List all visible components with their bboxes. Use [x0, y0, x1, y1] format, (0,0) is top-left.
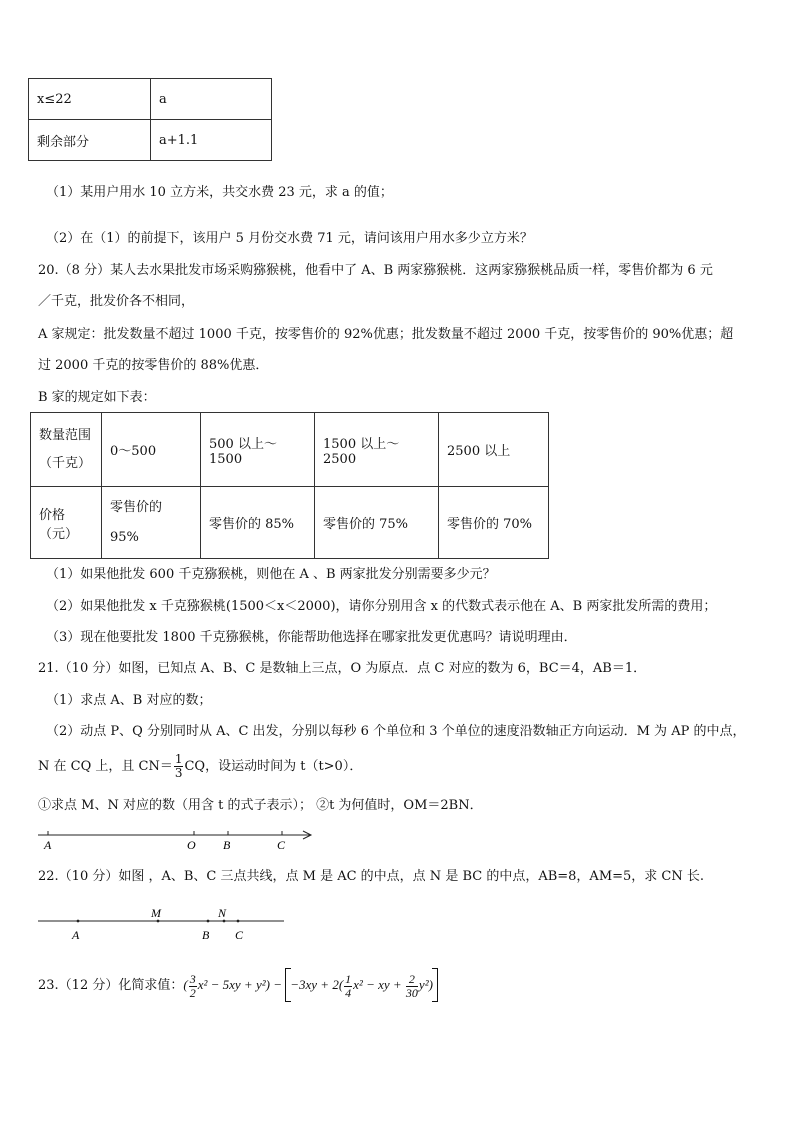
b-price-table — [30, 412, 549, 559]
q21-sub2-cont — [38, 752, 362, 782]
expr-part2c: y²) — [418, 977, 433, 992]
bracket-group — [285, 968, 438, 1002]
q22-stem: 22.（10 分）如图 ，A、B、C 三点共线，点 M 是 AC 的中点，点 N 是 BC 的中点，AB=8，AM=5，求 CN 长. — [38, 869, 705, 884]
q20-rule-b: B 家的规定如下表： — [38, 390, 156, 405]
label-b: B — [202, 928, 210, 942]
table-cell-range: 1500 以上～2500 — [315, 413, 439, 487]
q20-sub1: （1）如果他批发 600 千克猕猴桃，则他在 A 、B 两家批发分别需要多少元？ — [46, 567, 496, 582]
label-n: N — [218, 906, 227, 920]
table-cell-price: a+1.1 — [151, 120, 272, 161]
q21-sub1: （1）求点 A、B 对应的数； — [46, 693, 212, 708]
q20-rule-a-line2: 过 2000 千克的按零售价的 88%优惠． — [38, 358, 269, 373]
q21-sub2: （2）动点 P、Q 分别同时从 A、C 出发，分别以每秒 6 个单位和 3 个单位的速度沿数轴正方向运动．M 为 AP 的中点， — [46, 724, 746, 739]
fraction-denominator: 2 — [189, 985, 196, 1000]
paren-open: ( — [183, 977, 188, 992]
fraction-numerator: 2 — [406, 973, 418, 987]
table-cell-price: 零售价的 75% — [315, 487, 439, 559]
q21-text-b: CQ，设运动时间为 t（t>0）． — [184, 759, 363, 774]
fraction-denominator: 3 — [174, 766, 183, 780]
q21-text-a: N 在 CQ 上，且 CN＝ — [38, 759, 173, 774]
fraction-three-halves — [189, 973, 197, 1000]
fraction-denominator: 4 — [345, 985, 352, 1000]
fraction-numerator: 1 — [345, 971, 352, 986]
q20-stem-line1: 20.（8 分）某人去水果批发市场采购猕猴桃，他看中了 A、B 两家猕猴桃．这两家猕猴桃品质一样，零售价都为 6 元 — [38, 263, 713, 278]
fraction-numerator: 3 — [189, 971, 196, 986]
q23-prefix: 23.（12 分）化简求值： — [38, 978, 184, 993]
q20-rule-a-line1: A 家规定：批发数量不超过 1000 千克，按零售价的 92%优惠；批发数量不超过 2000 千克，按零售价的 90%优惠；超 — [38, 327, 734, 342]
expr-part1: x² − 5xy + y²) − — [197, 977, 286, 992]
table-header-quantity — [31, 413, 102, 487]
first-price-line1: 零售价的 — [110, 499, 163, 515]
point-n — [223, 920, 226, 923]
label-o: O — [187, 838, 196, 852]
collinear-points-figure — [34, 905, 294, 945]
point-m — [157, 920, 160, 923]
q19-part2: （2）在（1）的前提下，该用户 5 月份交水费 71 元，请问该用户用水多少立方米？ — [46, 231, 533, 246]
table-cell-range: x≤22 — [29, 79, 151, 120]
label-a: A — [72, 928, 80, 942]
point-b — [207, 920, 210, 923]
table-cell-price — [102, 487, 201, 559]
expr-part2b: x² − xy + — [353, 977, 405, 992]
number-line-figure — [34, 825, 324, 855]
q20-stem-line2: ／千克，批发价各不相同， — [38, 294, 195, 309]
label-b: B — [223, 838, 231, 852]
fraction-one-quarter — [344, 973, 352, 1000]
label-m: M — [151, 906, 161, 920]
table-cell-price: 零售价的 70% — [439, 487, 549, 559]
q20-sub2: （2）如果他批发 x 千克猕猴桃(1500＜x＜2000)，请你分别用含 x 的代数式表示他在 A、B 两家批发所需的费用； — [46, 599, 717, 614]
fraction-denominator: 30 — [405, 985, 418, 1000]
table-cell-range: 500 以上～1500 — [201, 413, 315, 487]
q23-expression — [183, 971, 438, 1000]
point-a — [77, 920, 80, 923]
label-c: C — [235, 928, 244, 942]
table-cell-price: 零售价的 85% — [201, 487, 315, 559]
q21-sub3: ①求点 M、N 对应的数（用含 t 的式子表示）； ②t 为何值时，OM＝2BN． — [38, 798, 483, 813]
q19-part1: （1）某用户用水 10 立方米，共交水费 23 元，求 a 的值； — [46, 185, 393, 200]
point-c — [237, 920, 240, 923]
water-price-table — [28, 78, 272, 161]
q23-stem — [38, 968, 438, 1003]
table-cell-range: 2500 以上 — [439, 413, 549, 487]
q20-sub3: （3）现在他要批发 1800 千克猕猴桃，你能帮助他选择在哪家批发更优惠吗？请说明理由． — [46, 630, 577, 645]
first-price-line2: 95% — [110, 529, 139, 545]
q21-stem: 21.（10 分）如图，已知点 A、B、C 是数轴上三点，O 为原点．点 C 对应的数为 6，BC＝4，AB＝1． — [38, 661, 647, 676]
label-c: C — [277, 838, 286, 852]
fraction-two-thirtieths — [406, 973, 418, 1000]
table-cell-range: 0～500 — [102, 413, 201, 487]
fraction-numerator: 1 — [174, 752, 183, 766]
fraction-one-third — [174, 753, 184, 780]
header-label-2: （千克） — [39, 455, 92, 471]
table-cell-range: 剩余部分 — [29, 120, 151, 161]
table-cell-price: a — [151, 79, 272, 120]
header-label-1: 数量范围 — [39, 427, 92, 443]
table-header-price: 价格（元） — [31, 487, 102, 559]
label-a: A — [44, 838, 52, 852]
expr-part2a: −3xy + 2( — [290, 977, 344, 992]
